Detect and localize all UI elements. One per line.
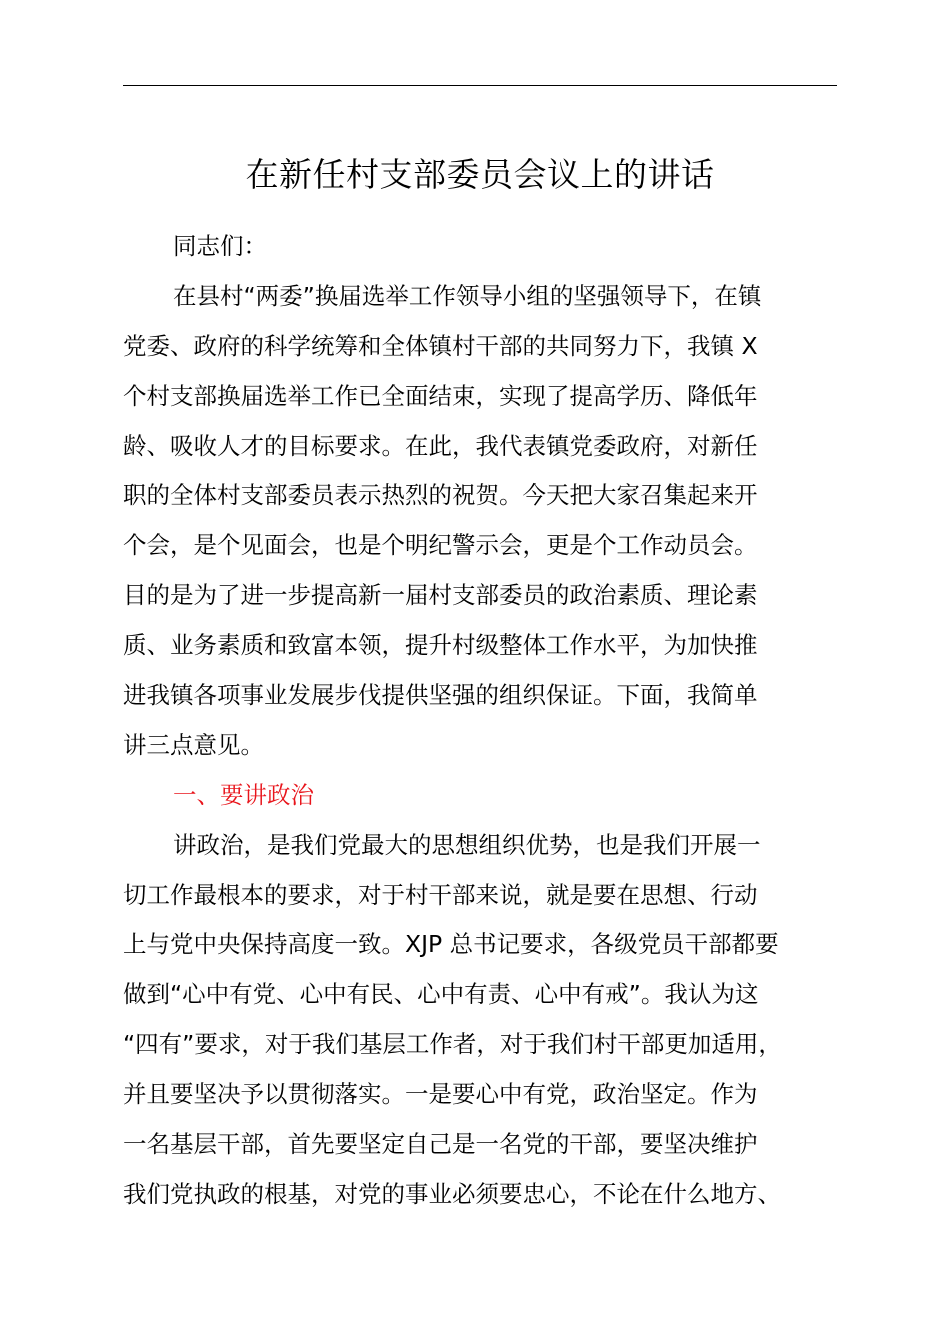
paragraph-line: 龄、吸收人才的目标要求。在此，我代表镇党委政府，对新任 [123,431,758,460]
paragraph-line: 上与党中央保持高度一致。XJP 总书记要求，各级党员干部都要 [123,930,779,959]
intro-paragraph [123,272,837,771]
paragraph-line: 我们党执政的根基，对党的事业必须要忠心，不论在什么地方、 [123,1179,781,1208]
section-paragraph [123,821,837,1220]
paragraph-line: 个会，是个见面会，也是个明纪警示会，更是个工作动员会。 [123,531,758,560]
paragraph-line: 在县村“两委”换届选举工作领导小组的坚强领导下，在镇 [173,281,762,310]
paragraph-line: 做到“心中有党、心中有民、心中有责、心中有戒”。我认为这 [123,980,759,1009]
section-heading: 一、要讲政治 [173,780,314,809]
paragraph-line: 讲三点意见。 [123,730,264,759]
paragraph-line: 质、业务素质和致富本领，提升村级整体工作水平，为加快推 [123,631,758,660]
header-rule [123,85,837,86]
paragraph-line: 个村支部换届选举工作已全面结束，实现了提高学历、降低年 [123,381,758,410]
paragraph-line: “四有”要求，对于我们基层工作者，对于我们村干部更加适用， [123,1030,782,1059]
paragraph-line: 目的是为了进一步提高新一届村支部委员的政治素质、理论素 [123,581,758,610]
paragraph-line: 职的全体村支部委员表示热烈的祝贺。今天把大家召集起来开 [123,481,758,510]
paragraph-line: 一名基层干部，首先要坚定自己是一名党的干部，要坚决维护 [123,1130,758,1159]
paragraph-line: 并且要坚决予以贯彻落实。一是要心中有党，政治坚定。作为 [123,1080,758,1109]
paragraph-line: 讲政治，是我们党最大的思想组织优势，也是我们开展一 [173,830,761,859]
document-title: 在新任村支部委员会议上的讲话 [245,155,715,194]
salutation: 同志们： [173,232,267,260]
document-body [123,222,837,1220]
paragraph-line: 切工作最根本的要求，对于村干部来说，就是要在思想、行动 [123,880,758,909]
paragraph-line: 党委、政府的科学统筹和全体镇村干部的共同努力下，我镇 X [123,331,758,360]
paragraph-line: 进我镇各项事业发展步伐提供坚强的组织保证。下面，我简单 [123,681,758,710]
